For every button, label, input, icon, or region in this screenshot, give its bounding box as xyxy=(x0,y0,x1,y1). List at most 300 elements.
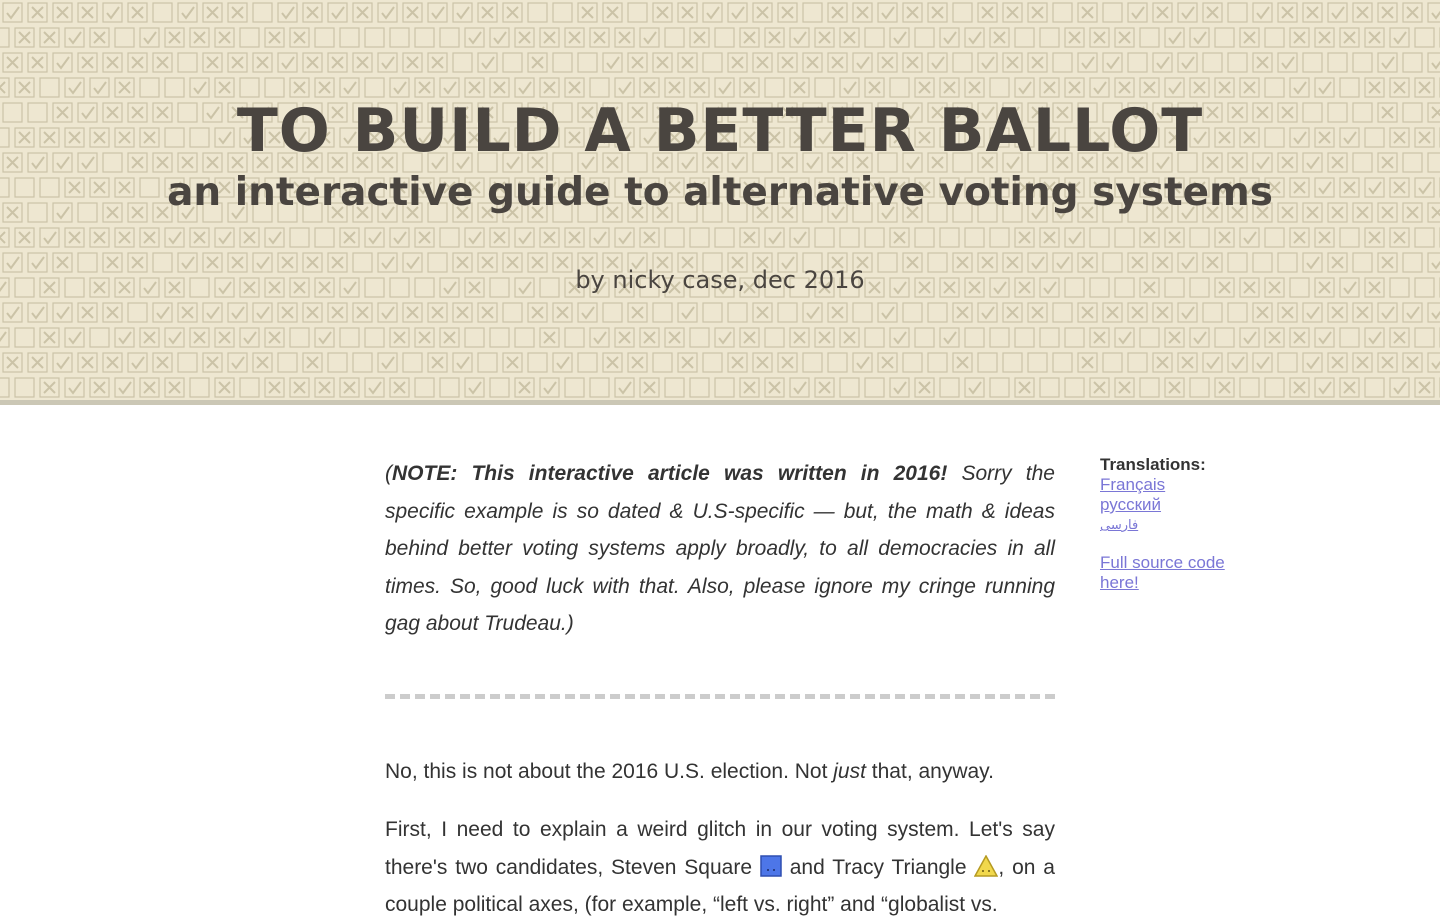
ballot-box xyxy=(715,28,734,47)
ballot-box xyxy=(990,228,1009,247)
ballot-box xyxy=(640,378,659,397)
ballot-box xyxy=(378,303,397,322)
ballot-box xyxy=(1390,28,1409,47)
ballot-box xyxy=(1190,378,1209,397)
ballot-box xyxy=(40,78,59,97)
ballot-box xyxy=(228,3,247,22)
ballot-box xyxy=(628,353,647,372)
ballot-box xyxy=(90,28,109,47)
ballot-box xyxy=(165,228,184,247)
ballot-box xyxy=(140,378,159,397)
ballot-box xyxy=(503,353,522,372)
ballot-box xyxy=(265,78,284,97)
ballot-box xyxy=(1378,3,1397,22)
ballot-box xyxy=(1003,303,1022,322)
ballot-box xyxy=(1315,378,1334,397)
ballot-box xyxy=(553,53,572,72)
ballot-box xyxy=(1415,328,1434,347)
page-title: TO BUILD A BETTER BALLOT xyxy=(236,96,1204,166)
ballot-box xyxy=(490,228,509,247)
ballot-box xyxy=(115,228,134,247)
ballot-box xyxy=(765,228,784,247)
ballot-box xyxy=(78,303,97,322)
ballot-box xyxy=(1003,3,1022,22)
ballot-box xyxy=(140,228,159,247)
ballot-box xyxy=(1290,378,1309,397)
ballot-box xyxy=(515,328,534,347)
ballot-box xyxy=(665,228,684,247)
ballot-box xyxy=(1065,378,1084,397)
translation-link-french[interactable]: Français xyxy=(1100,475,1166,494)
ballot-box xyxy=(153,353,172,372)
ballot-box xyxy=(490,328,509,347)
ballot-box xyxy=(953,353,972,372)
ballot-box xyxy=(1253,353,1272,372)
ballot-box xyxy=(1153,3,1172,22)
ballot-box xyxy=(703,53,722,72)
ballot-box xyxy=(140,328,159,347)
ballot-box xyxy=(78,53,97,72)
ballot-box xyxy=(403,3,422,22)
ballot-box xyxy=(403,353,422,372)
ballot-box xyxy=(1015,78,1034,97)
ballot-box xyxy=(1315,28,1334,47)
ballot-box xyxy=(528,353,547,372)
ballot-box xyxy=(1228,303,1247,322)
ballot-box xyxy=(1428,3,1440,22)
ballot-box xyxy=(253,3,272,22)
ballot-box xyxy=(778,53,797,72)
ballot-box xyxy=(1328,3,1347,22)
ballot-box xyxy=(753,53,772,72)
ballot-box xyxy=(803,3,822,22)
ballot-box xyxy=(703,303,722,322)
ballot-box xyxy=(1265,328,1284,347)
ballot-box xyxy=(428,353,447,372)
ballot-box xyxy=(15,228,34,247)
ballot-box xyxy=(815,78,834,97)
ballot-box xyxy=(1003,53,1022,72)
ballot-box xyxy=(78,353,97,372)
ballot-box xyxy=(365,328,384,347)
ballot-box xyxy=(340,28,359,47)
ballot-box xyxy=(1040,328,1059,347)
ballot-box xyxy=(190,328,209,347)
ballot-box xyxy=(715,78,734,97)
ballot-box xyxy=(1190,228,1209,247)
ballot-box xyxy=(790,328,809,347)
ballot-box xyxy=(1153,353,1172,372)
ballot-box xyxy=(1078,353,1097,372)
ballot-box xyxy=(465,378,484,397)
ballot-box xyxy=(1240,28,1259,47)
ballot-box xyxy=(740,328,759,347)
ballot-box xyxy=(665,328,684,347)
ballot-box xyxy=(990,378,1009,397)
ballot-box xyxy=(1028,303,1047,322)
ballot-box xyxy=(90,78,109,97)
ballot-box xyxy=(615,228,634,247)
ballot-box xyxy=(103,3,122,22)
ballot-box xyxy=(1040,378,1059,397)
ballot-box xyxy=(565,228,584,247)
ballot-box xyxy=(1128,353,1147,372)
ballot-box xyxy=(1315,228,1334,247)
ballot-box xyxy=(153,53,172,72)
ballot-box xyxy=(390,328,409,347)
ballot-box xyxy=(1053,53,1072,72)
ballot-box xyxy=(865,378,884,397)
ballot-box xyxy=(1040,78,1059,97)
ballot-box xyxy=(878,303,897,322)
ballot-box xyxy=(428,3,447,22)
ballot-box xyxy=(1053,3,1072,22)
ballot-box xyxy=(365,78,384,97)
ballot-box xyxy=(153,3,172,22)
ballot-box xyxy=(565,378,584,397)
translation-link-persian[interactable]: فارسی xyxy=(1100,517,1139,532)
ballot-box xyxy=(65,28,84,47)
ballot-box xyxy=(415,228,434,247)
intro-emphasis: just xyxy=(833,759,866,783)
ballot-box xyxy=(515,378,534,397)
ballot-box xyxy=(1340,228,1359,247)
ballot-box xyxy=(828,353,847,372)
ballot-box xyxy=(1403,303,1422,322)
ballot-box xyxy=(815,328,834,347)
ballot-box xyxy=(90,378,109,397)
ballot-box xyxy=(1365,28,1384,47)
ballot-box xyxy=(828,53,847,72)
ballot-box xyxy=(515,228,534,247)
ballot-box xyxy=(103,303,122,322)
ballot-box xyxy=(1403,53,1422,72)
ballot-box xyxy=(565,28,584,47)
ballot-box xyxy=(415,378,434,397)
ballot-box xyxy=(1090,28,1109,47)
ballot-box xyxy=(978,303,997,322)
ballot-box xyxy=(990,328,1009,347)
ballot-box xyxy=(890,78,909,97)
ballot-box xyxy=(903,3,922,22)
ballot-box xyxy=(1115,378,1134,397)
ballot-box xyxy=(278,303,297,322)
ballot-box xyxy=(953,303,972,322)
ballot-box xyxy=(1415,28,1434,47)
ballot-box xyxy=(40,228,59,247)
ballot-box xyxy=(1015,378,1034,397)
ballot-box xyxy=(128,53,147,72)
ballot-box xyxy=(753,3,772,22)
ballot-box xyxy=(3,3,22,22)
ballot-box xyxy=(1390,378,1409,397)
ballot-box xyxy=(553,303,572,322)
ballot-box xyxy=(1240,328,1259,347)
ballot-box xyxy=(315,78,334,97)
intro-text-after: that, anyway. xyxy=(865,759,994,783)
ballot-box xyxy=(278,3,297,22)
ballot-box xyxy=(53,353,72,372)
ballot-box xyxy=(40,28,59,47)
ballot-box xyxy=(3,303,22,322)
ballot-box xyxy=(1353,53,1372,72)
ballot-box xyxy=(803,353,822,372)
ballot-box xyxy=(1328,353,1347,372)
ballot-box xyxy=(640,228,659,247)
ballot-box xyxy=(1040,28,1059,47)
ballot-box xyxy=(28,53,47,72)
ballot-box xyxy=(715,378,734,397)
ballot-box xyxy=(465,328,484,347)
ballot-box xyxy=(678,303,697,322)
ballot-box xyxy=(903,53,922,72)
ballot-box xyxy=(115,378,134,397)
ballot-box xyxy=(1228,3,1247,22)
ballot-box xyxy=(415,28,434,47)
ballot-box xyxy=(1353,353,1372,372)
ballot-box xyxy=(878,353,897,372)
ballot-box xyxy=(290,78,309,97)
ballot-box xyxy=(653,53,672,72)
ballot-box xyxy=(40,378,59,397)
ballot-box xyxy=(165,28,184,47)
ballot-box xyxy=(1278,353,1297,372)
ballot-box xyxy=(1315,328,1334,347)
ballot-box xyxy=(1165,378,1184,397)
ballot-box xyxy=(165,78,184,97)
ballot-box xyxy=(540,78,559,97)
ballot-box xyxy=(578,53,597,72)
ballot-box xyxy=(490,28,509,47)
ballot-box xyxy=(440,328,459,347)
ballot-box xyxy=(1078,53,1097,72)
ballot-box xyxy=(53,53,72,72)
ballot-box xyxy=(1190,78,1209,97)
ballot-box xyxy=(503,303,522,322)
ballot-box xyxy=(503,3,522,22)
ballot-box xyxy=(740,78,759,97)
ballot-box xyxy=(265,228,284,247)
ballot-box xyxy=(1215,78,1234,97)
ballot-box xyxy=(278,353,297,372)
ballot-box xyxy=(128,303,147,322)
ballot-box xyxy=(1353,303,1372,322)
ballot-box xyxy=(1203,303,1222,322)
ballot-box xyxy=(703,353,722,372)
source-code-link[interactable]: Full source code here! xyxy=(1100,553,1225,592)
ballot-box xyxy=(1153,303,1172,322)
ballot-box xyxy=(1128,303,1147,322)
ballot-box xyxy=(628,303,647,322)
note-open-paren: ( xyxy=(385,462,392,485)
ballot-box xyxy=(753,353,772,372)
ballot-box xyxy=(1240,228,1259,247)
ballot-box xyxy=(1178,353,1197,372)
ballot-box xyxy=(490,378,509,397)
ballot-box xyxy=(965,228,984,247)
ballot-box xyxy=(940,328,959,347)
ballot-box xyxy=(690,28,709,47)
ballot-box xyxy=(1028,53,1047,72)
ballot-box xyxy=(65,78,84,97)
ballot-box xyxy=(1265,28,1284,47)
ballot-box xyxy=(178,53,197,72)
ballot-box xyxy=(1153,53,1172,72)
ballot-box xyxy=(478,353,497,372)
ballot-box xyxy=(840,28,859,47)
ballot-box xyxy=(1215,228,1234,247)
ballot-box xyxy=(440,78,459,97)
ballot-box xyxy=(965,28,984,47)
ballot-box xyxy=(190,228,209,247)
ballot-box xyxy=(240,378,259,397)
ballot-box xyxy=(1365,228,1384,247)
ballot-box xyxy=(1240,78,1259,97)
ballot-box xyxy=(240,78,259,97)
ballot-box xyxy=(690,378,709,397)
ballot-box xyxy=(615,28,634,47)
ballot-box xyxy=(1090,328,1109,347)
ballot-box xyxy=(3,353,22,372)
ballot-box xyxy=(1053,303,1072,322)
ballot-box xyxy=(90,228,109,247)
ballot-box xyxy=(278,53,297,72)
ballot-box xyxy=(715,328,734,347)
ballot-box xyxy=(440,378,459,397)
ballot-box xyxy=(1428,303,1440,322)
ballot-box xyxy=(740,28,759,47)
ballot-box xyxy=(1228,353,1247,372)
ballot-box xyxy=(890,28,909,47)
triangle-candidate-icon xyxy=(974,855,998,877)
ballot-box xyxy=(578,3,597,22)
ballot-box xyxy=(1178,3,1197,22)
ballot-box xyxy=(1178,303,1197,322)
ballot-box xyxy=(940,228,959,247)
ballot-box xyxy=(1090,228,1109,247)
ballot-box xyxy=(1103,53,1122,72)
ballot-box xyxy=(1340,378,1359,397)
intro-text-before: No, this is not about the 2016 U.S. election. Not xyxy=(385,759,834,783)
ballot-box xyxy=(53,303,72,322)
ballot-box xyxy=(690,328,709,347)
article-body xyxy=(385,455,1055,924)
ballot-box xyxy=(903,303,922,322)
ballot-box xyxy=(728,53,747,72)
ballot-box xyxy=(1415,78,1434,97)
ballot-box xyxy=(303,353,322,372)
ballot-box xyxy=(765,378,784,397)
ballot-box xyxy=(890,228,909,247)
ballot-box xyxy=(1240,378,1259,397)
ballot-box xyxy=(865,28,884,47)
ballot-box xyxy=(553,353,572,372)
ballot-box xyxy=(1103,3,1122,22)
ballot-box xyxy=(340,328,359,347)
ballot-box xyxy=(928,3,947,22)
ballot-box xyxy=(915,378,934,397)
ballot-box xyxy=(1078,3,1097,22)
ballot-box xyxy=(965,78,984,97)
ballot-box xyxy=(1190,328,1209,347)
ballot-box xyxy=(365,228,384,247)
ballot-box xyxy=(415,78,434,97)
ballot-box xyxy=(540,378,559,397)
dashed-divider xyxy=(385,694,1055,699)
ballot-box xyxy=(203,303,222,322)
ballot-box xyxy=(190,78,209,97)
ballot-box xyxy=(1065,228,1084,247)
ballot-box xyxy=(965,328,984,347)
ballot-box xyxy=(978,353,997,372)
ballot-box xyxy=(1428,353,1440,372)
ballot-box xyxy=(240,228,259,247)
ballot-box xyxy=(1078,303,1097,322)
ballot-box xyxy=(328,3,347,22)
ballot-box xyxy=(865,78,884,97)
ballot-box xyxy=(853,353,872,372)
ballot-box xyxy=(790,78,809,97)
ballot-box xyxy=(790,228,809,247)
ballot-box xyxy=(253,303,272,322)
ballot-box xyxy=(928,53,947,72)
ballot-box xyxy=(1190,28,1209,47)
ballot-box xyxy=(528,3,547,22)
ballot-box xyxy=(290,28,309,47)
ballot-box xyxy=(1328,303,1347,322)
ballot-box xyxy=(215,78,234,97)
ballot-box xyxy=(440,28,459,47)
ballot-box xyxy=(515,28,534,47)
ballot-box xyxy=(978,53,997,72)
ballot-box xyxy=(665,378,684,397)
ballot-box xyxy=(1165,28,1184,47)
ballot-box xyxy=(0,228,9,247)
ballot-box xyxy=(315,228,334,247)
ballot-box xyxy=(1165,78,1184,97)
ballot-box xyxy=(0,328,9,347)
ballot-box xyxy=(390,378,409,397)
ballot-box xyxy=(178,3,197,22)
ballot-box xyxy=(515,78,534,97)
ballot-box xyxy=(65,378,84,397)
ballot-box xyxy=(253,353,272,372)
ballot-box xyxy=(465,28,484,47)
ballot-box xyxy=(1278,3,1297,22)
translation-link-russian[interactable]: русский xyxy=(1100,495,1162,514)
ballot-box xyxy=(915,228,934,247)
ballot-box xyxy=(1265,78,1284,97)
ballot-box xyxy=(853,53,872,72)
ballot-box xyxy=(978,3,997,22)
ballot-box xyxy=(878,53,897,72)
ballot-box xyxy=(1140,228,1159,247)
ballot-box xyxy=(653,353,672,372)
ballot-box xyxy=(615,328,634,347)
ballot-box xyxy=(240,328,259,347)
ballot-box xyxy=(165,378,184,397)
ballot-box xyxy=(228,53,247,72)
ballot-box xyxy=(1340,78,1359,97)
ballot-box xyxy=(303,3,322,22)
ballot-box xyxy=(453,303,472,322)
ballot-box xyxy=(1253,53,1272,72)
ballot-box xyxy=(228,353,247,372)
ballot-box xyxy=(1065,28,1084,47)
ballot-box xyxy=(1365,78,1384,97)
ballot-box xyxy=(1203,53,1222,72)
ballot-box xyxy=(1303,3,1322,22)
